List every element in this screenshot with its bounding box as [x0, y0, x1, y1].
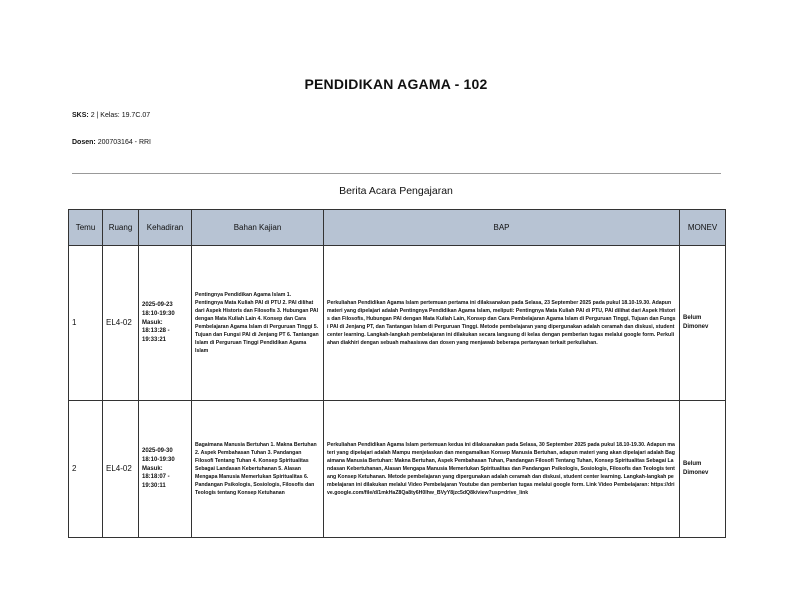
col-header-kehadiran: Kehadiran [139, 210, 192, 246]
horizontal-divider [72, 173, 721, 174]
cell-ruang: EL4-02 [103, 246, 139, 401]
cell-ruang: EL4-02 [103, 401, 139, 538]
col-header-monev: MONEV [680, 210, 726, 246]
dosen-value: 200703164 - RRI [97, 139, 152, 146]
cell-bahan-kajian: Pentingnya Pendidikan Agama Islam 1. Pentingnya Mata Kuliah PAI di PTU 2. PAI dilihat dari Aspek Historis dan Filosofis 3. Hubungan PAI dengan Mata Kuliah Lain 4. Konsep dan Cara Pembelajaran Agama Islam di Perguruan Tinggi 5. Tujuan dan Fungsi PAI di Jenjang PT 6. Tantangan Islam di Perguruan Tinggi Pendidikan Agama Islam [192, 246, 324, 401]
lecturer-info [72, 139, 151, 146]
cell-bap: Perkuliahan Pendidikan Agama Islam pertemuan kedua ini dilaksanakan pada Selasa, 30 September 2025 pada pukul 18.10-19.30. Adapun materi yang dipelajari adalah Mampu menjelaskan dan mengamalkan Konsep Manusia Bertuhan, adapun materi yang akan dipelajari adalah Bagaimana Manusia Bertuhan: Makna Bertuhan, Aspek Pembahasan Tuhan, Pandangan Filosofi Tentang Tuhan, Konsep Spiritualitas Sebagai Landasan Kebertuhanan, Alasan Mengapa Manusia Memerlukan Spiritualitas dan Pandangan Psikologis, Sosiologis, Filosofis dan Teologis tentang Konsep Ketuhanan. Metode pembelajaran yang dipergunakan adalah ceramah dan diskusi, student center learning. Langkah-langkah pembelajaran ini dilakukan melalui Video Pembelajaran Youtube dan pemberian tugas melalui google form. Link Video Pembelajaran: https://drive.google.com/file/d/1mkHaZ8Qa8ty6H0Ihw_BVyY8jzc5dQ8k/view?usp=drive_link [324, 401, 680, 538]
table-row [69, 401, 726, 538]
sks-class-info [72, 112, 150, 119]
cell-kehadiran: 2025-09-30 18:10-19:30 Masuk: 18:18:07 - 19:30:11 [139, 401, 192, 538]
col-header-ruang: Ruang [103, 210, 139, 246]
section-title: Berita Acara Pengajaran [339, 185, 453, 197]
cell-temu: 2 [69, 401, 103, 538]
col-header-bahan-kajian: Bahan Kajian [192, 210, 324, 246]
col-header-bap: BAP [324, 210, 680, 246]
cell-temu: 1 [69, 246, 103, 401]
sks-value: 2 | Kelas: 19.7C.07 [90, 112, 151, 119]
table-header-row [69, 210, 726, 246]
cell-bap: Perkuliahan Pendidikan Agama Islam pertemuan pertama ini dilaksanakan pada Selasa, 23 September 2025 pada pukul 18.10-19.30. Adapun materi yang dipelajari adalah Pentingnya Pendidikan Agama Islam, meliputi: Pentingnya Mata Kuliah PAI di PTU, PAI dilihat dari Aspek Historis dan Filosofis, Hubungan PAI dengan Mata Kuliah Lain, Konsep dan Cara Pembelajaran Agama Islam di Perguruan Tinggi, Tujuan dan Fungsi PAI di Jenjang PT, dan Tantangan Islam di Perguruan Tinggi. Metode pembelajaran yang dipergunakan adalah ceramah dan diskusi, student center learning. Langkah-langkah pembelajaran ini dilakukan secara langsung di kelas dengan pemberian tugas melalui google form. Perkuliahan diakhiri dengan sebuah mahasiswa dan dosen yang menjawab beberapa pertanyaan terkait perkuliahan. [324, 246, 680, 401]
cell-monev: Belum Dimonev [680, 246, 726, 401]
sks-label: SKS: [72, 112, 89, 119]
cell-monev: Belum Dimonev [680, 401, 726, 538]
cell-kehadiran: 2025-09-23 18:10-19:30 Masuk: 18:13:28 - 19:33:21 [139, 246, 192, 401]
dosen-label: Dosen: [72, 139, 96, 146]
table-row [69, 246, 726, 401]
bap-table [68, 209, 726, 538]
document-title: PENDIDIKAN AGAMA - 102 [304, 76, 488, 92]
cell-bahan-kajian: Bagaimana Manusia Bertuhan 1. Makna Bertuhan 2. Aspek Pembahasan Tuhan 3. Pandangan Filosofi Tentang Tuhan 4. Konsep Spiritualitas Sebagai Landasan Kebertuhanan 5. Alasan Mengapa Manusia Memerlukan Spiritualitas 6. Pandangan Psikologis, Sosiologis, Filosofis dan Teologis tentang Konsep Ketuhanan [192, 401, 324, 538]
col-header-temu: Temu [69, 210, 103, 246]
